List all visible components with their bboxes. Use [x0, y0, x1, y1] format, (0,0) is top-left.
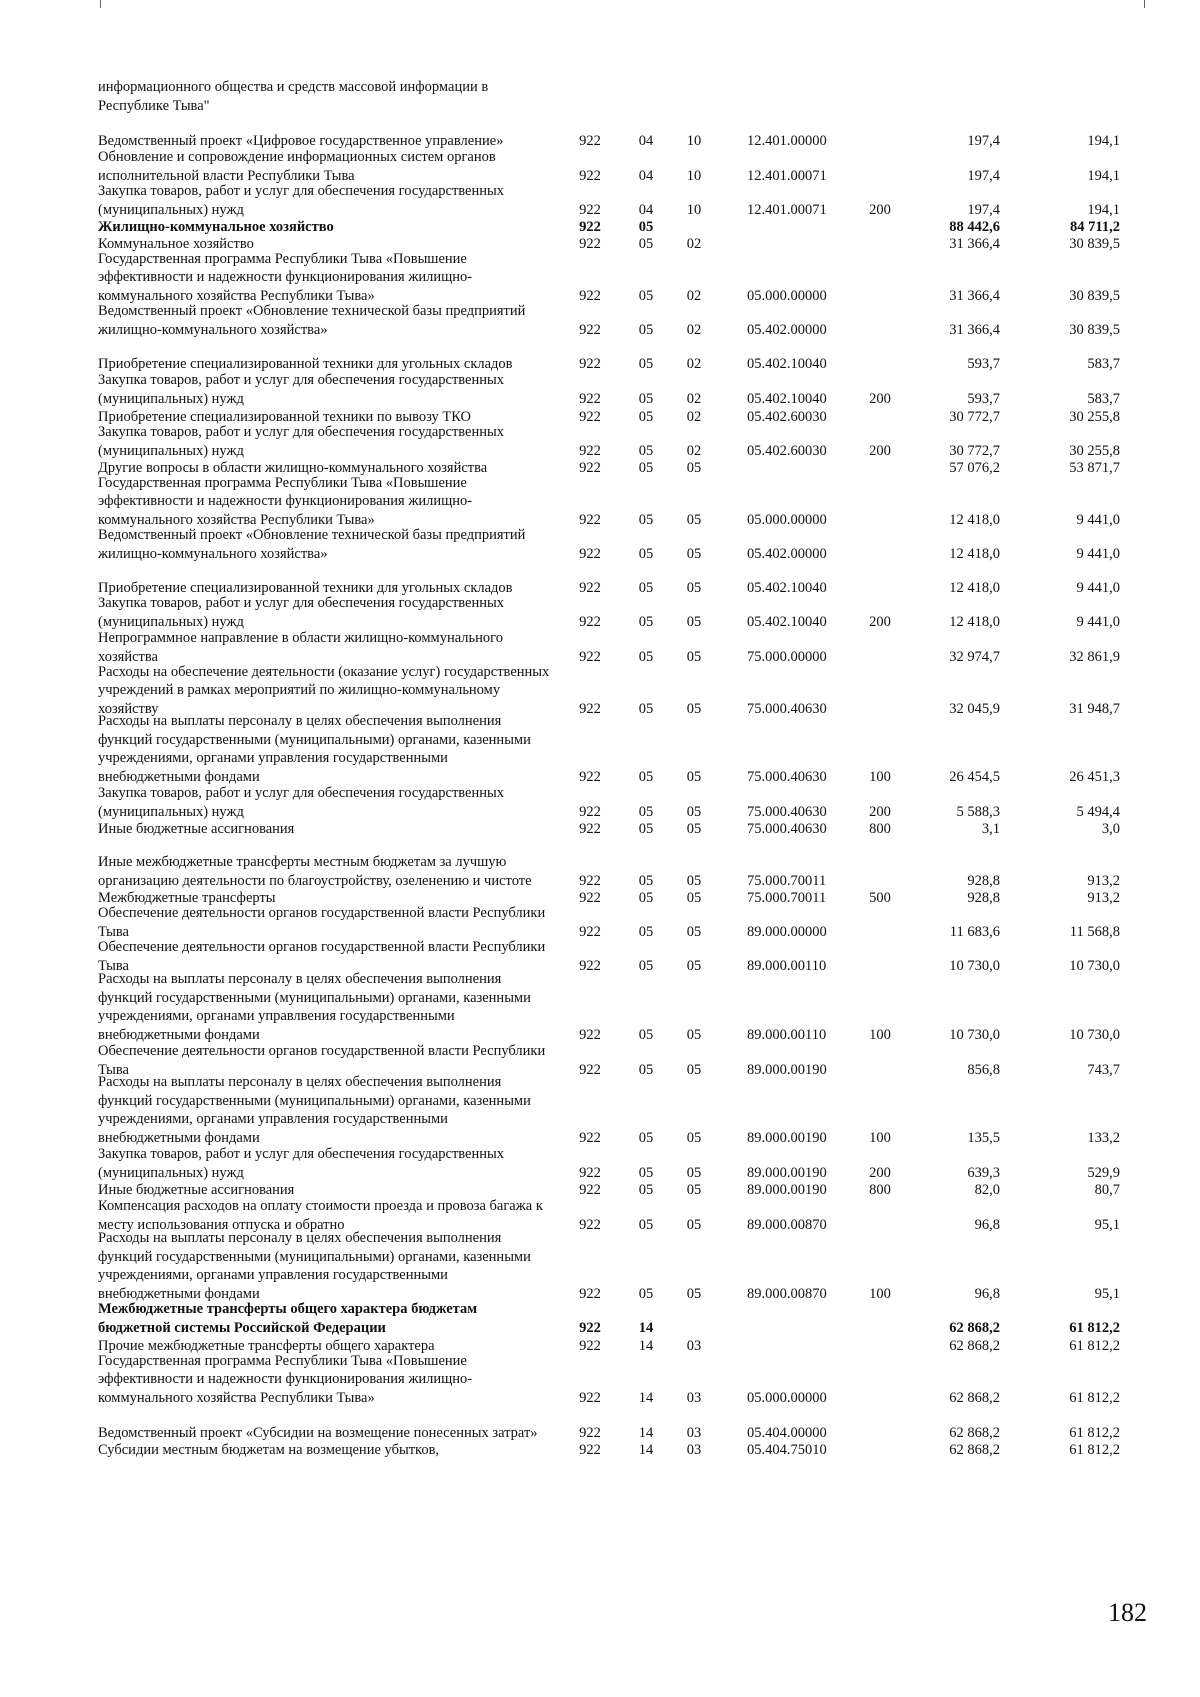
cell-grbs: 922 [579, 1182, 601, 1199]
cell-subsection: 05 [686, 460, 702, 477]
cell-target-article: 05.000.00000 [747, 1390, 827, 1407]
cell-target-article: 05.402.60030 [747, 443, 827, 460]
cell-sum-plan: 593,7 [967, 391, 1000, 408]
cell-grbs: 922 [579, 512, 601, 529]
row-name: Прочие межбюджетные трансферты общего характера [98, 1338, 435, 1355]
cell-grbs: 922 [579, 1425, 601, 1442]
cell-target-article: 89.000.00110 [747, 1027, 827, 1044]
cell-target-article: 89.000.00000 [747, 924, 827, 941]
cell-target-article: 75.000.70011 [747, 873, 827, 890]
cell-sum-plan: 96,8 [974, 1217, 1000, 1234]
cell-grbs: 922 [579, 924, 601, 941]
cell-section: 05 [638, 873, 654, 890]
cell-target-article: 05.402.60030 [747, 409, 827, 426]
row-name: Государственная программа Республики Тыва «Повышение эффективности и надежности функционирования жилищно-коммунального хозяйства Республики Тыва» [98, 474, 473, 529]
cell-sum-plan: 31 366,4 [949, 288, 1000, 305]
cell-subsection: 02 [686, 236, 702, 253]
cell-sum-actual: 61 812,2 [1069, 1442, 1120, 1459]
cell-sum-plan: 96,8 [974, 1286, 1000, 1303]
row-name: Закупка товаров, работ и услуг для обеспечения государственных (муниципальных) нужд [98, 372, 505, 408]
cell-sum-actual: 743,7 [1087, 1062, 1120, 1079]
row-name: Другие вопросы в области жилищно-коммунального хозяйства [98, 460, 488, 477]
cell-section: 05 [638, 649, 654, 666]
row-name: Приобретение специализированной техники по вывозу ТКО [98, 409, 472, 426]
cell-sum-actual: 11 568,8 [1069, 924, 1120, 941]
row-name: Закупка товаров, работ и услуг для обеспечения государственных (муниципальных) нужд [98, 183, 505, 219]
row-name: Компенсация расходов на оплату стоимости проезда и провоза багажа к месту использования отпуска и обратно [98, 1198, 543, 1234]
cell-target-article: 05.402.10040 [747, 580, 827, 597]
cell-expense-type: 100 [869, 769, 891, 786]
cell-sum-plan: 197,4 [967, 133, 1000, 150]
cell-expense-type: 500 [869, 890, 891, 907]
cell-section: 05 [638, 1062, 654, 1079]
row-name: Коммунальное хозяйство [98, 236, 254, 253]
cell-sum-actual: 583,7 [1087, 391, 1120, 408]
cell-sum-plan: 82,0 [974, 1182, 1000, 1199]
cell-target-article: 12.401.00071 [747, 168, 827, 185]
cell-target-article: 05.000.00000 [747, 288, 827, 305]
cell-section: 14 [638, 1425, 654, 1442]
row-name: Расходы на выплаты персоналу в целях обеспечения выполнения функций государственными (муниципальными) органами, казенными учреждениями, органами управления государственными внебюджетными фондами [98, 1229, 531, 1303]
cell-section: 05 [638, 769, 654, 786]
cell-grbs: 922 [579, 769, 601, 786]
cell-grbs: 922 [579, 133, 601, 150]
cell-grbs: 922 [579, 580, 601, 597]
cell-section: 05 [638, 236, 654, 253]
cell-sum-plan: 31 366,4 [949, 322, 1000, 339]
cell-target-article: 12.401.00000 [747, 133, 827, 150]
row-name: Закупка товаров, работ и услуг для обеспечения государственных (муниципальных) нужд [98, 595, 505, 631]
cell-sum-plan: 26 454,5 [949, 769, 1000, 786]
cell-sum-plan: 62 868,2 [949, 1338, 1000, 1355]
cell-target-article: 89.000.00190 [747, 1182, 827, 1199]
row-name: Ведомственный проект «Цифровое государственное управление» [98, 133, 504, 150]
row-name: Закупка товаров, работ и услуг для обеспечения государственных (муниципальных) нужд [98, 1146, 505, 1182]
cell-sum-actual: 194,1 [1087, 168, 1120, 185]
cell-subsection: 05 [686, 890, 702, 907]
cell-sum-plan: 928,8 [967, 873, 1000, 890]
cell-target-article: 75.000.40630 [747, 701, 827, 718]
cell-section: 05 [638, 1130, 654, 1147]
row-name: Обеспечение деятельности органов государственной власти Республики Тыва [98, 939, 546, 975]
cell-section: 05 [638, 409, 654, 426]
cell-section: 05 [638, 701, 654, 718]
cell-grbs: 922 [579, 1338, 601, 1355]
cell-subsection: 05 [686, 769, 702, 786]
cell-grbs: 922 [579, 1217, 601, 1234]
cell-sum-plan: 62 868,2 [949, 1390, 1000, 1407]
cell-sum-actual: 30 839,5 [1069, 322, 1120, 339]
cell-sum-plan: 593,7 [967, 356, 1000, 373]
cell-sum-plan: 88 442,6 [949, 219, 1000, 236]
row-name: Приобретение специализированной техники для угольных складов [98, 580, 513, 597]
cell-sum-plan: 62 868,2 [949, 1425, 1000, 1442]
cell-sum-plan: 928,8 [967, 890, 1000, 907]
cell-target-article: 75.000.40630 [747, 821, 827, 838]
cell-grbs: 922 [579, 1286, 601, 1303]
cell-sum-actual: 5 494,4 [1076, 804, 1120, 821]
cell-subsection: 05 [686, 649, 702, 666]
cell-section: 14 [638, 1390, 654, 1407]
cell-subsection: 05 [686, 1130, 702, 1147]
cell-section: 05 [638, 512, 654, 529]
cell-sum-plan: 135,5 [967, 1130, 1000, 1147]
cell-sum-plan: 12 418,0 [949, 580, 1000, 597]
cell-section: 05 [638, 804, 654, 821]
cell-subsection: 05 [686, 546, 702, 563]
cell-sum-actual: 9 441,0 [1076, 614, 1120, 631]
cell-sum-plan: 32 974,7 [949, 649, 1000, 666]
cell-target-article: 75.000.70011 [747, 890, 827, 907]
cell-sum-actual: 3,0 [1101, 821, 1120, 838]
cell-section: 04 [638, 168, 654, 185]
cell-section: 05 [638, 1165, 654, 1182]
cell-grbs: 922 [579, 236, 601, 253]
cell-sum-plan: 57 076,2 [949, 460, 1000, 477]
cell-target-article: 75.000.40630 [747, 804, 827, 821]
cell-target-article: 05.404.00000 [747, 1425, 827, 1442]
cell-subsection: 05 [686, 1165, 702, 1182]
cell-sum-actual: 95,1 [1094, 1286, 1120, 1303]
row-name: Межбюджетные трансферты [98, 890, 276, 907]
cell-section: 05 [638, 890, 654, 907]
cell-subsection: 05 [686, 821, 702, 838]
cell-sum-actual: 9 441,0 [1076, 512, 1120, 529]
cell-grbs: 922 [579, 649, 601, 666]
cell-sum-actual: 61 812,2 [1069, 1320, 1120, 1337]
row-name: Жилищно-коммунальное хозяйство [98, 219, 334, 236]
cell-grbs: 922 [579, 443, 601, 460]
cell-subsection: 02 [686, 356, 702, 373]
cell-subsection: 02 [686, 443, 702, 460]
cell-sum-plan: 3,1 [981, 821, 1000, 838]
row-name: Субсидии местным бюджетам на возмещение убытков, [98, 1442, 440, 1459]
cell-grbs: 922 [579, 1027, 601, 1044]
cell-grbs: 922 [579, 356, 601, 373]
row-name: Закупка товаров, работ и услуг для обеспечения государственных (муниципальных) нужд [98, 424, 505, 460]
cell-sum-actual: 31 948,7 [1069, 701, 1120, 718]
row-name: Непрограммное направление в области жилищно-коммунального хозяйства [98, 630, 504, 666]
row-name: Приобретение специализированной техники для угольных складов [98, 356, 513, 373]
cell-section: 05 [638, 460, 654, 477]
cell-subsection: 03 [686, 1338, 702, 1355]
cell-sum-plan: 30 772,7 [949, 409, 1000, 426]
cell-sum-actual: 913,2 [1087, 873, 1120, 890]
cell-section: 05 [638, 614, 654, 631]
cell-section: 04 [638, 202, 654, 219]
row-name: Расходы на выплаты персоналу в целях обеспечения выполнения функций государственными (муниципальными) органами, казенными учреждениями, органами управлвения государственными внебюджетными фондами [98, 970, 531, 1044]
cell-target-article: 05.402.00000 [747, 546, 827, 563]
cell-sum-plan: 32 045,9 [949, 701, 1000, 718]
cell-grbs: 922 [579, 168, 601, 185]
row-name: информационного общества и средств массовой информации в Республике Тыва" [98, 79, 489, 115]
row-name: Ведомственный проект «Обновление технической базы предприятий жилищно-коммунального хозяйства» [98, 527, 526, 563]
cell-grbs: 922 [579, 821, 601, 838]
cell-section: 05 [638, 1182, 654, 1199]
cell-subsection: 05 [686, 1182, 702, 1199]
scan-mark [1144, 0, 1145, 8]
cell-sum-actual: 80,7 [1094, 1182, 1120, 1199]
cell-grbs: 922 [579, 322, 601, 339]
cell-section: 05 [638, 356, 654, 373]
cell-subsection: 05 [686, 1027, 702, 1044]
row-name: Иные бюджетные ассигнования [98, 1182, 295, 1199]
cell-expense-type: 200 [869, 391, 891, 408]
cell-grbs: 922 [579, 1165, 601, 1182]
cell-grbs: 922 [579, 1390, 601, 1407]
cell-subsection: 03 [686, 1390, 702, 1407]
cell-section: 05 [638, 219, 654, 236]
cell-grbs: 922 [579, 1320, 601, 1337]
cell-subsection: 05 [686, 580, 702, 597]
cell-expense-type: 200 [869, 1165, 891, 1182]
cell-sum-actual: 30 839,5 [1069, 236, 1120, 253]
cell-target-article: 75.000.00000 [747, 649, 827, 666]
cell-section: 05 [638, 546, 654, 563]
cell-sum-plan: 31 366,4 [949, 236, 1000, 253]
cell-subsection: 05 [686, 614, 702, 631]
cell-expense-type: 100 [869, 1286, 891, 1303]
cell-target-article: 89.000.00870 [747, 1286, 827, 1303]
cell-sum-plan: 856,8 [967, 1062, 1000, 1079]
cell-target-article: 89.000.00870 [747, 1217, 827, 1234]
cell-subsection: 05 [686, 958, 702, 975]
cell-subsection: 02 [686, 288, 702, 305]
cell-sum-actual: 194,1 [1087, 133, 1120, 150]
cell-section: 05 [638, 1217, 654, 1234]
cell-sum-actual: 26 451,3 [1069, 769, 1120, 786]
cell-target-article: 75.000.40630 [747, 769, 827, 786]
cell-target-article: 05.402.10040 [747, 614, 827, 631]
row-name: Межбюджетные трансферты общего характера бюджетам бюджетной системы Российской Федерации [98, 1301, 478, 1337]
cell-sum-actual: 30 255,8 [1069, 409, 1120, 426]
cell-section: 14 [638, 1320, 654, 1337]
page-number: 182 [1108, 1598, 1147, 1627]
cell-section: 05 [638, 443, 654, 460]
cell-expense-type: 100 [869, 1027, 891, 1044]
row-name: Расходы на выплаты персоналу в целях обеспечения выполнения функций государственными (муниципальными) органами, казенными учреждениями, органами управления государственными внебюджетными фондами [98, 712, 531, 786]
cell-sum-plan: 10 730,0 [949, 958, 1000, 975]
cell-grbs: 922 [579, 288, 601, 305]
cell-subsection: 05 [686, 873, 702, 890]
cell-sum-actual: 913,2 [1087, 890, 1120, 907]
cell-sum-plan: 62 868,2 [949, 1442, 1000, 1459]
cell-sum-plan: 11 683,6 [949, 924, 1000, 941]
row-name: Обеспечение деятельности органов государственной власти Республики Тыва [98, 1043, 546, 1079]
cell-sum-actual: 32 861,9 [1069, 649, 1120, 666]
cell-target-article: 05.000.00000 [747, 512, 827, 529]
cell-section: 05 [638, 1027, 654, 1044]
cell-sum-plan: 10 730,0 [949, 1027, 1000, 1044]
cell-sum-actual: 583,7 [1087, 356, 1120, 373]
cell-subsection: 03 [686, 1442, 702, 1459]
cell-section: 04 [638, 133, 654, 150]
cell-expense-type: 100 [869, 1130, 891, 1147]
cell-grbs: 922 [579, 804, 601, 821]
row-name: Обновление и сопровождение информационных систем органов исполнительной власти Республики Тыва [98, 149, 496, 185]
cell-sum-actual: 84 711,2 [1070, 219, 1120, 236]
cell-sum-actual: 30 255,8 [1069, 443, 1120, 460]
cell-grbs: 922 [579, 1130, 601, 1147]
cell-section: 05 [638, 322, 654, 339]
cell-expense-type: 200 [869, 804, 891, 821]
cell-grbs: 922 [579, 890, 601, 907]
cell-sum-actual: 194,1 [1087, 202, 1120, 219]
cell-expense-type: 800 [869, 821, 891, 838]
cell-section: 05 [638, 288, 654, 305]
cell-sum-actual: 10 730,0 [1069, 1027, 1120, 1044]
cell-subsection: 05 [686, 804, 702, 821]
cell-section: 05 [638, 821, 654, 838]
cell-target-article: 05.402.00000 [747, 322, 827, 339]
cell-sum-plan: 12 418,0 [949, 614, 1000, 631]
cell-grbs: 922 [579, 873, 601, 890]
cell-subsection: 05 [686, 1217, 702, 1234]
row-name: Закупка товаров, работ и услуг для обеспечения государственных (муниципальных) нужд [98, 785, 505, 821]
cell-sum-plan: 30 772,7 [949, 443, 1000, 460]
cell-grbs: 922 [579, 614, 601, 631]
cell-section: 14 [638, 1442, 654, 1459]
cell-sum-actual: 10 730,0 [1069, 958, 1120, 975]
row-name: Государственная программа Республики Тыва «Повышение эффективности и надежности функционирования жилищно-коммунального хозяйства Республики Тыва» [98, 1352, 473, 1407]
cell-sum-plan: 197,4 [967, 202, 1000, 219]
cell-target-article: 12.401.00071 [747, 202, 827, 219]
row-name: Обеспечение деятельности органов государственной власти Республики Тыва [98, 905, 546, 941]
cell-subsection: 05 [686, 924, 702, 941]
cell-expense-type: 200 [869, 614, 891, 631]
cell-target-article: 05.402.10040 [747, 356, 827, 373]
row-name: Расходы на обеспечение деятельности (оказание услуг) государственных учреждений в рамках мероприятий по жилищно-коммунальному хозяйству [98, 663, 550, 718]
cell-section: 05 [638, 580, 654, 597]
cell-target-article: 89.000.00190 [747, 1062, 827, 1079]
cell-sum-actual: 529,9 [1087, 1165, 1120, 1182]
cell-grbs: 922 [579, 701, 601, 718]
row-name: Иные межбюджетные трансферты местным бюджетам за лучшую организацию деятельности по благоустройству, озеленению и чистоте [98, 854, 532, 890]
cell-grbs: 922 [579, 409, 601, 426]
cell-subsection: 05 [686, 1286, 702, 1303]
cell-sum-actual: 53 871,7 [1069, 460, 1120, 477]
row-name: Ведомственный проект «Субсидии на возмещение понесенных затрат» [98, 1425, 538, 1442]
cell-grbs: 922 [579, 391, 601, 408]
cell-sum-actual: 95,1 [1094, 1217, 1120, 1234]
cell-grbs: 922 [579, 958, 601, 975]
cell-section: 14 [638, 1338, 654, 1355]
cell-target-article: 05.404.75010 [747, 1442, 827, 1459]
cell-target-article: 89.000.00110 [747, 958, 827, 975]
cell-expense-type: 800 [869, 1182, 891, 1199]
cell-sum-actual: 30 839,5 [1069, 288, 1120, 305]
row-name: Ведомственный проект «Обновление технической базы предприятий жилищно-коммунального хозяйства» [98, 303, 526, 339]
cell-subsection: 10 [686, 202, 702, 219]
cell-grbs: 922 [579, 1442, 601, 1459]
row-name: Расходы на выплаты персоналу в целях обеспечения выполнения функций государственными (муниципальными) органами, казенными учреждениями, органами управления государственными внебюджетными фондами [98, 1073, 531, 1147]
cell-sum-actual: 61 812,2 [1069, 1425, 1120, 1442]
cell-expense-type: 200 [869, 443, 891, 460]
cell-subsection: 03 [686, 1425, 702, 1442]
cell-section: 05 [638, 1286, 654, 1303]
cell-subsection: 05 [686, 1062, 702, 1079]
cell-section: 05 [638, 924, 654, 941]
cell-subsection: 02 [686, 391, 702, 408]
cell-target-article: 89.000.00190 [747, 1165, 827, 1182]
cell-grbs: 922 [579, 219, 601, 236]
cell-sum-plan: 639,3 [967, 1165, 1000, 1182]
cell-grbs: 922 [579, 546, 601, 563]
cell-grbs: 922 [579, 460, 601, 477]
cell-sum-plan: 62 868,2 [949, 1320, 1000, 1337]
cell-section: 05 [638, 958, 654, 975]
cell-sum-actual: 133,2 [1087, 1130, 1120, 1147]
cell-sum-plan: 5 588,3 [956, 804, 1000, 821]
cell-section: 05 [638, 391, 654, 408]
cell-sum-actual: 61 812,2 [1069, 1390, 1120, 1407]
cell-sum-actual: 9 441,0 [1076, 546, 1120, 563]
cell-target-article: 89.000.00190 [747, 1130, 827, 1147]
row-name: Государственная программа Республики Тыва «Повышение эффективности и надежности функционирования жилищно-коммунального хозяйства Республики Тыва» [98, 250, 473, 305]
cell-sum-plan: 197,4 [967, 168, 1000, 185]
cell-sum-plan: 12 418,0 [949, 512, 1000, 529]
row-name: Иные бюджетные ассигнования [98, 821, 295, 838]
cell-subsection: 10 [686, 168, 702, 185]
cell-subsection: 02 [686, 322, 702, 339]
cell-grbs: 922 [579, 202, 601, 219]
cell-sum-actual: 9 441,0 [1076, 580, 1120, 597]
cell-subsection: 05 [686, 701, 702, 718]
cell-subsection: 10 [686, 133, 702, 150]
cell-expense-type: 200 [869, 202, 891, 219]
cell-subsection: 02 [686, 409, 702, 426]
cell-grbs: 922 [579, 1062, 601, 1079]
scan-mark [100, 0, 101, 8]
cell-sum-plan: 12 418,0 [949, 546, 1000, 563]
cell-target-article: 05.402.10040 [747, 391, 827, 408]
cell-subsection: 05 [686, 512, 702, 529]
cell-sum-actual: 61 812,2 [1069, 1338, 1120, 1355]
